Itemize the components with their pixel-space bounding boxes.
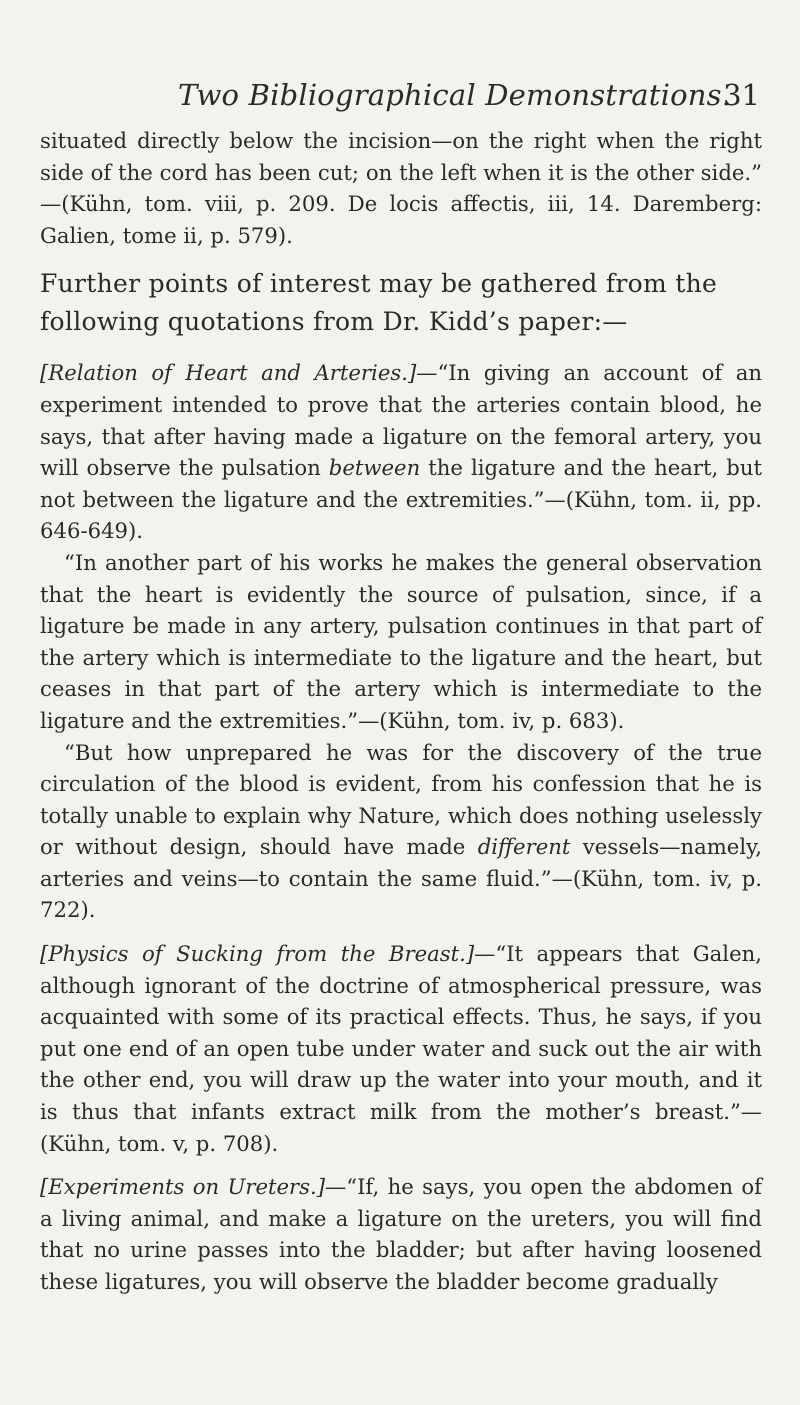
emphasis-text: different	[477, 834, 571, 860]
paragraph-intro: Further points of interest may be gathered from the following quotations from Dr. Kidd’s paper:—	[40, 269, 718, 337]
paragraph-text: —“It appears that Galen, although ignorant of the doctrine of atmospherical pressure, was acquainted with some of its practical effects. Thus, he says, if you put one end of an open tube under water and suck out the air with the other end, you will draw up the water into your mouth, and it is thus that infants extract milk from the mother’s breast.”—(Kühn, tom. v, p. 708).	[40, 941, 762, 1156]
running-head	[0, 78, 800, 118]
paragraph-pulsation: “In another part of his works he makes the general observation that the heart is evidently the source of pulsation, since, if a ligature be made in any artery, pulsation continues in that part of the artery which is intermediate to the ligature and the heart, but ceases in that part of the artery which is intermediate to the ligature and the extremities.”—(Kühn, tom. iv, p. 683).	[40, 549, 762, 733]
paragraph-ureters	[40, 1171, 762, 1297]
section-heading: [Physics of Sucking from the Breast.]	[40, 941, 475, 967]
paragraph-text: —“In giving an account of an experiment intended to prove that the arteries contain blood, he says, that after having made a ligature on the femoral artery, you will observe the pulsation	[40, 360, 762, 481]
page-number: 31	[723, 78, 760, 112]
running-title: Two Bibliographical Demonstrations.	[178, 78, 732, 112]
body-text	[40, 125, 762, 1298]
paragraph-text: “But how unprepared he was for the discovery of the true circulation of the blood is evident, from his confession that he is totally unable to explain why Nature, which does nothing uselessly or without design, should have made	[40, 739, 762, 860]
paragraph-text: vessels—namely, arteries and veins—to contain the same fluid.”—(Kühn, tom. iv, p. 722).	[40, 834, 762, 923]
paragraph-continuation: situated directly below the incision—on the right when the right side of the cord has been cut; on the left when it is the other side.” —(Kühn, tom. viii, p. 209. De locis affectis, iii, 14. Daremberg: Galien, tome ii, p. 579).	[40, 128, 762, 248]
paragraph-heart-arteries	[40, 357, 762, 547]
paragraph-text: the ligature and the heart, but not between the ligature and the extremities.”—(Kühn, tom. ii, pp. 646-649).	[40, 455, 763, 544]
emphasis-text: between	[328, 455, 421, 481]
paragraph-sucking	[40, 938, 762, 1159]
paragraph-circulation	[40, 737, 762, 927]
section-heading: [Experiments on Ureters.]	[40, 1174, 326, 1200]
section-heading: [Relation of Heart and Arteries.]	[40, 360, 417, 386]
paragraph-text: —“If, he says, you open the abdomen of a living animal, and make a ligature on the ureters, you will find that no urine passes into the bladder; but after having loosened these ligatures, you will observe the bladder become gradually	[40, 1174, 762, 1294]
